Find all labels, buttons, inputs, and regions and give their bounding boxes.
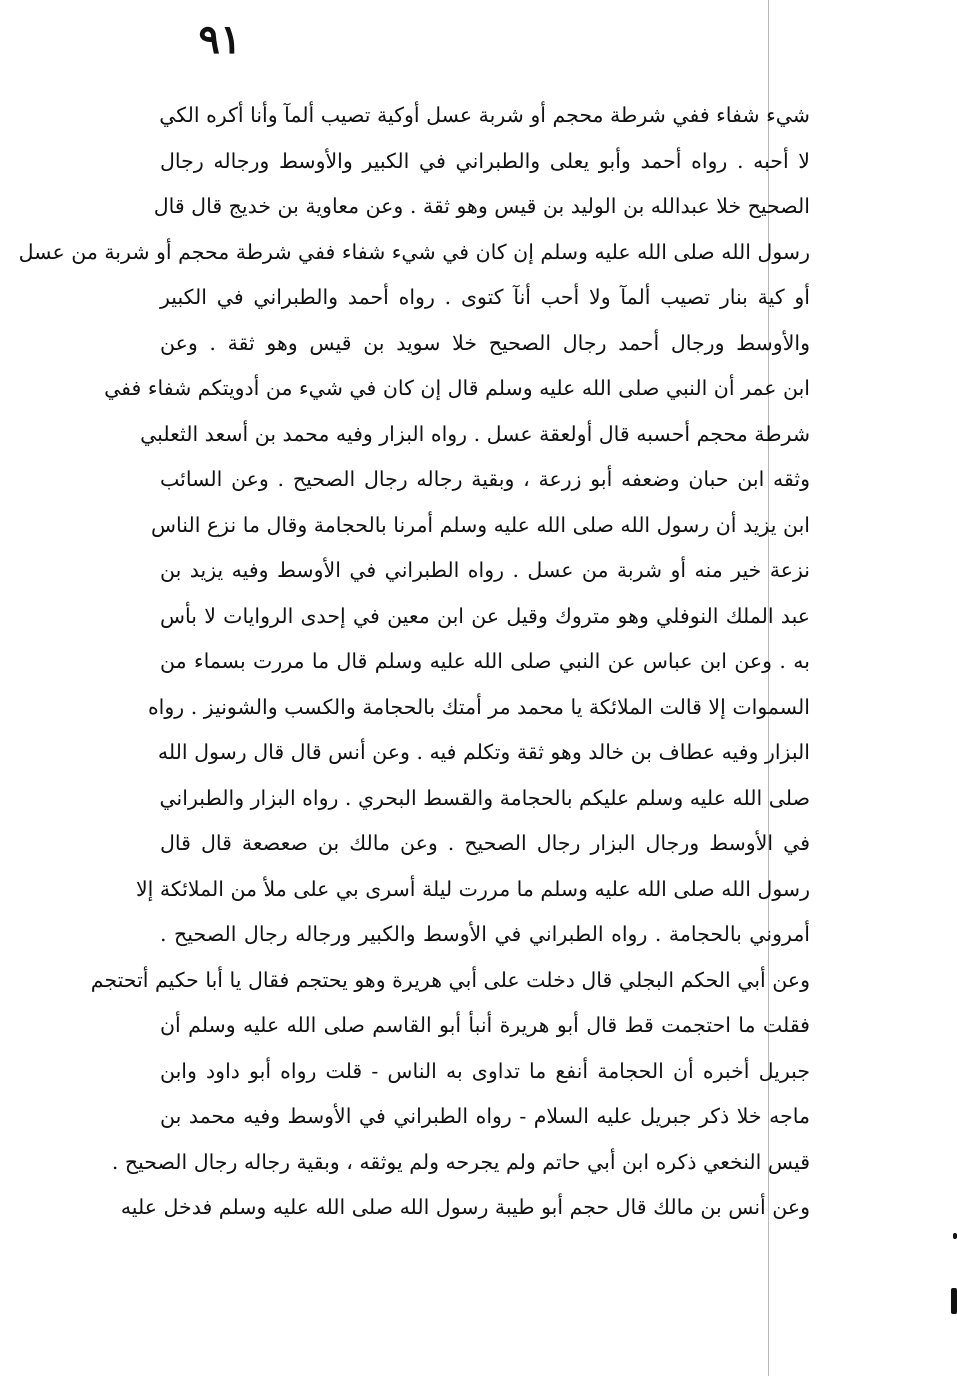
text-line: ماجه خلا ذكر جبريل عليه السلام - رواه الطبراني في الأوسط وفيه محمد بن: [160, 1104, 810, 1128]
text-line: وثقه ابن حبان وضعفه أبو زرعة ، وبقية رجاله رجال الصحيح . وعن السائب: [160, 467, 810, 491]
text-line: أو كية بنار تصيب ألمآ ولا أحب أنآ كتوى . رواه أحمد والطبراني في الكبير: [160, 285, 810, 309]
text-line: رسول الله صلى الله عليه وسلم إن كان في شيء شفاء ففي شرطة محجم أو شربة من عسل: [18, 239, 810, 264]
text-line: الصحيح خلا عبدالله بن الوليد بن قيس وهو ثقة . وعن معاوية بن خديج قال قال: [153, 194, 810, 218]
text-line: ابن يزيد أن رسول الله صلى الله عليه وسلم أمرنا بالحجامة وقال ما نزع الناس: [151, 512, 810, 537]
text-line: وعن أنس بن مالك قال حجم أبو طيبة رسول الله صلى الله عليه وسلم فدخل عليه: [120, 1195, 810, 1219]
text-line: فقلت ما احتجمت قط قال أبو هريرة أنبأ أبو القاسم صلى الله عليه وسلم أن: [160, 1013, 810, 1037]
page-number: ٩١: [198, 16, 242, 63]
text-line: وعن أبي الحكم البجلي قال دخلت على أبي هريرة وهو يحتجم فقال يا أبا حكيم أتحتجم: [90, 967, 810, 992]
text-line: رسول الله صلى الله عليه وسلم ما مررت ليلة أسرى بي على ملأ من الملائكة إلا: [135, 876, 810, 901]
text-line: أمروني بالحجامة . رواه الطبراني في الأوسط والكبير ورجاله رجال الصحيح .: [160, 922, 810, 946]
body-text: [18, 93, 810, 1231]
text-line: جبريل أخبره أن الحجامة أنفع ما تداوى به الناس - قلت رواه أبو داود وابن: [160, 1058, 810, 1083]
text-line: صلى الله عليه وسلم عليكم بالحجامة والقسط البحري . رواه البزار والطبراني: [159, 785, 810, 810]
scan-edge-mark: [953, 1233, 957, 1239]
text-line: شيء شفاء ففي شرطة محجم أو شربة عسل أوكية تصيب ألمآ وأنا أكره الكي: [159, 103, 810, 127]
text-line: السموات إلا قالت الملائكة يا محمد مر أمتك بالحجامة والكسب والشونيز . رواه: [147, 694, 810, 719]
text-line: البزار وفيه عطاف بن خالد وهو ثقة وتكلم فيه . وعن أنس قال قال رسول الله: [157, 740, 810, 764]
scan-edge-mark: [951, 1288, 957, 1314]
text-line: لا أحبه . رواه أحمد وأبو يعلى والطبراني في الكبير والأوسط ورجاله رجال: [160, 148, 810, 173]
text-line: ابن عمر أن النبي صلى الله عليه وسلم قال إن كان في شيء من أدويتكم شفاء ففي: [104, 376, 810, 400]
text-line: والأوسط ورجال أحمد رجال الصحيح خلا سويد بن قيس وهو ثقة . وعن: [160, 330, 810, 355]
text-line: شرطة محجم أحسبه قال أولعقة عسل . رواه البزار وفيه محمد بن أسعد الثعلبي: [140, 421, 810, 446]
text-line: عبد الملك النوفلي وهو متروك وقيل عن ابن معين في إحدى الروايات لا بأس: [160, 603, 810, 628]
text-line: في الأوسط ورجال البزار رجال الصحيح . وعن مالك بن صعصعة قال قال: [160, 831, 810, 855]
text-line: نزعة خير منه أو شربة من عسل . رواه الطبراني في الأوسط وفيه يزيد بن: [160, 558, 810, 582]
text-line: به . وعن ابن عباس عن النبي صلى الله عليه وسلم قال ما مررت بسماء من: [160, 649, 810, 673]
text-line: قيس النخعي ذكره ابن أبي حاتم ولم يجرحه ولم يوثقه ، وبقية رجاله رجال الصحيح .: [111, 1149, 810, 1174]
